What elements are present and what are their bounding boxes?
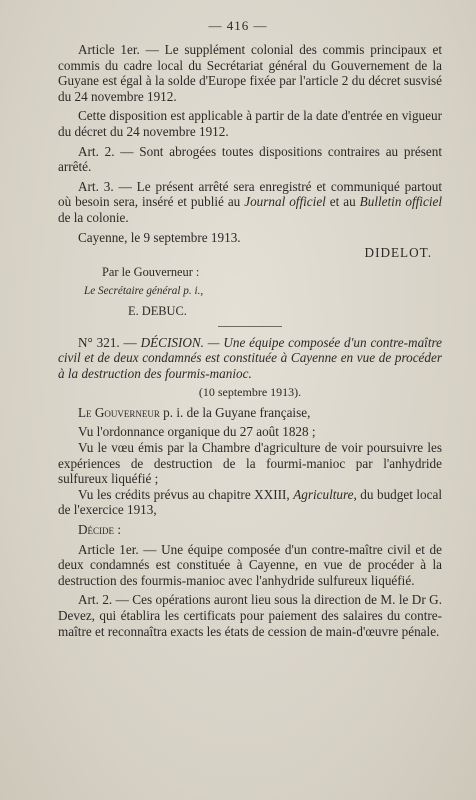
vu-voeu: Vu le vœu émis par la Chambre d'agriculture de voir poursuivre les expériences de destruction de la fourmi-manioc par l'anhydride sulfureux liquéfié ; (58, 440, 442, 487)
gouverneur-line: Le Gouverneur p. i. de la Guyane française, (78, 404, 311, 420)
decision-article-1: Article 1er. — Une équipe composée d'un contre-maître civil et de deux condamnés est constituée à Cayenne, en vue de procéder à la destruction des fourmis-manioc avec l'anhydride sulfureux liquéfié. (58, 541, 442, 588)
journal-officiel-ref: Journal officiel (244, 194, 326, 210)
vu-credits: Vu les crédits prévus au chapitre XXIII, Agriculture, du budget local de l'exercice 1913, (58, 486, 442, 518)
arrete-article-3: Art. 3. — Le présent arrêté sera enregistré et communiqué partout où besoin sera, inséré et publié au Journal officiel et au Bulletin officiel de la colonie. (58, 178, 442, 225)
secretaire-general: Le Secrétaire général p. i., (84, 285, 204, 298)
arrete-article-2: Art. 2. — Sont abrogées toutes dispositions contraires au présent arrêté. (58, 143, 442, 175)
decision-title: . — Une équipe composée d'un contre-maître civil et de deux condamnés est constituée à Cayenne en vue de procéder à la destruction des fourmis-manioc. (58, 334, 442, 381)
page-number: — 416 — (208, 18, 268, 33)
signature-didelot: DIDELOT. (364, 245, 432, 261)
decide-label: Décide : (78, 522, 121, 538)
arrete-article-1: Article 1er. — Le supplément colonial des commis principaux et commis du cadre local du Secrétariat général du Gouvernement de la Guyane est égal à la solde d'Europe fixée par l'article 2 du décret susvisé du 24 novembre 1912. (58, 42, 442, 104)
text-body (58, 42, 442, 639)
decision-label: DÉCISION (140, 334, 201, 350)
vu-ordonnance: Vu l'ordonnance organique du 27 août 1828 ; (78, 424, 316, 440)
bulletin-officiel-ref: Bulletin officiel (359, 194, 442, 210)
place-date: Cayenne, le 9 septembre 1913. (78, 229, 241, 245)
signature-debuc: E. DEBUC. (128, 303, 187, 318)
decision-heading: N° 321. — DÉCISION. — Une équipe composée d'un contre-maître civil et de deux condamnés est constituée à Cayenne en vue de procéder à la destruction des fourmis-manioc. (58, 334, 442, 381)
decision-article-2: Art. 2. — Ces opérations auront lieu sous la direction de M. le Dr G. Devez, qui établira les certificats pour paiement des salaires du contre-maître et reconnaîtra exacts les états de cession de main-d'œuvre pénale. (58, 592, 442, 639)
decision-date: (10 septembre 1913). (198, 385, 302, 400)
par-le-gouverneur: Par le Gouverneur : (102, 264, 200, 279)
section-divider (218, 326, 282, 327)
arrete-article-1-continuation: Cette disposition est applicable à partir de la date d'entrée en vigueur du décret du 24 novembre 1912. (58, 108, 442, 139)
